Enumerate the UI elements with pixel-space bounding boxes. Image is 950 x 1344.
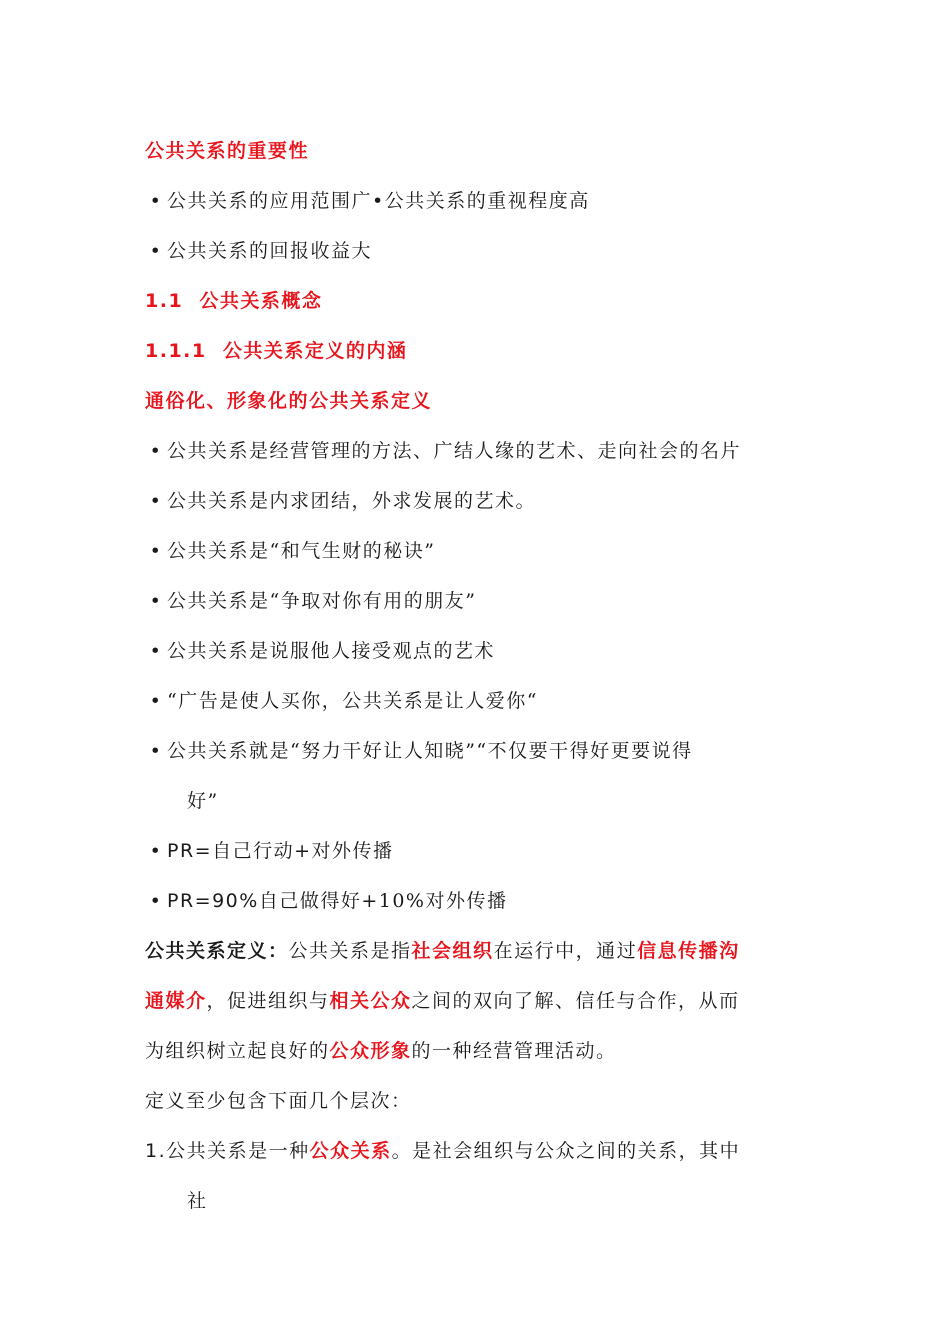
bullet-icon: • bbox=[149, 490, 163, 512]
bullet-icon: • bbox=[149, 840, 163, 862]
section-heading-1-1-1: 1.1.1 公共关系定义的内涵 bbox=[145, 340, 408, 362]
list-item: • 公共关系是内求团结，外求发展的艺术。 bbox=[145, 476, 805, 526]
list-item: • 公共关系是经营管理的方法、广结人缘的艺术、走向社会的名片 bbox=[145, 426, 805, 476]
formal-definition-line-1: 公共关系定义：公共关系是指社会组织在运行中，通过信息传播沟 bbox=[145, 940, 740, 962]
list-item: • 公共关系就是“努力干好让人知晓”“不仅要干得好更要说得 bbox=[145, 726, 805, 776]
popular-definitions-heading: 通俗化、形象化的公共关系定义 bbox=[145, 390, 433, 412]
definition-label: 公共关系定义 bbox=[145, 940, 269, 962]
bullet-icon: • bbox=[149, 240, 163, 262]
list-item: • 公共关系是“和气生财的秘诀” bbox=[145, 526, 805, 576]
key-term: 公众形象 bbox=[329, 1040, 412, 1062]
bullet-icon: • bbox=[149, 740, 163, 762]
bullet-icon: • bbox=[149, 540, 163, 562]
list-item: • 公共关系是“争取对你有用的朋友” bbox=[145, 576, 805, 626]
list-item: • 公共关系的回报收益大 bbox=[145, 226, 805, 276]
bullet-icon: • bbox=[149, 440, 163, 462]
key-term: 公众关系 bbox=[309, 1140, 392, 1162]
bullet-icon: • bbox=[149, 890, 163, 912]
bullet-icon: • bbox=[149, 590, 163, 612]
formal-definition-line-2: 通媒介，促进组织与相关公众之间的双向了解、信任与合作，从而 bbox=[145, 990, 740, 1012]
list-item-continuation: 好” bbox=[187, 790, 219, 812]
importance-heading: 公共关系的重要性 bbox=[145, 140, 310, 162]
key-term: 通媒介 bbox=[145, 990, 207, 1012]
list-item: • PR=自己行动+对外传播 bbox=[145, 826, 805, 876]
document-body bbox=[145, 126, 805, 1226]
numbered-item: 1.公共关系是一种公众关系。是社会组织与公众之间的关系，其中 bbox=[145, 1140, 741, 1162]
list-item: • 公共关系的应用范围广•公共关系的重视程度高 bbox=[145, 176, 805, 226]
numbered-item-continuation: 社 bbox=[187, 1190, 208, 1212]
key-term: 信息传播沟 bbox=[637, 940, 740, 962]
bullet-icon: • bbox=[149, 690, 163, 712]
section-heading-1-1: 1.1 公共关系概念 bbox=[145, 290, 323, 312]
key-term: 相关公众 bbox=[329, 990, 412, 1012]
list-item: • PR=90%自己做得好+10%对外传播 bbox=[145, 876, 805, 926]
list-item: • 公共关系是说服他人接受观点的艺术 bbox=[145, 626, 805, 676]
bullet-icon: • bbox=[149, 640, 163, 662]
key-term: 社会组织 bbox=[411, 940, 494, 962]
bullet-icon: • bbox=[149, 190, 163, 212]
list-item: • “广告是使人买你，公共关系是让人爱你“ bbox=[145, 676, 805, 726]
levels-intro: 定义至少包含下面几个层次： bbox=[145, 1090, 412, 1112]
formal-definition-line-3: 为组织树立起良好的公众形象的一种经营管理活动。 bbox=[145, 1040, 617, 1062]
